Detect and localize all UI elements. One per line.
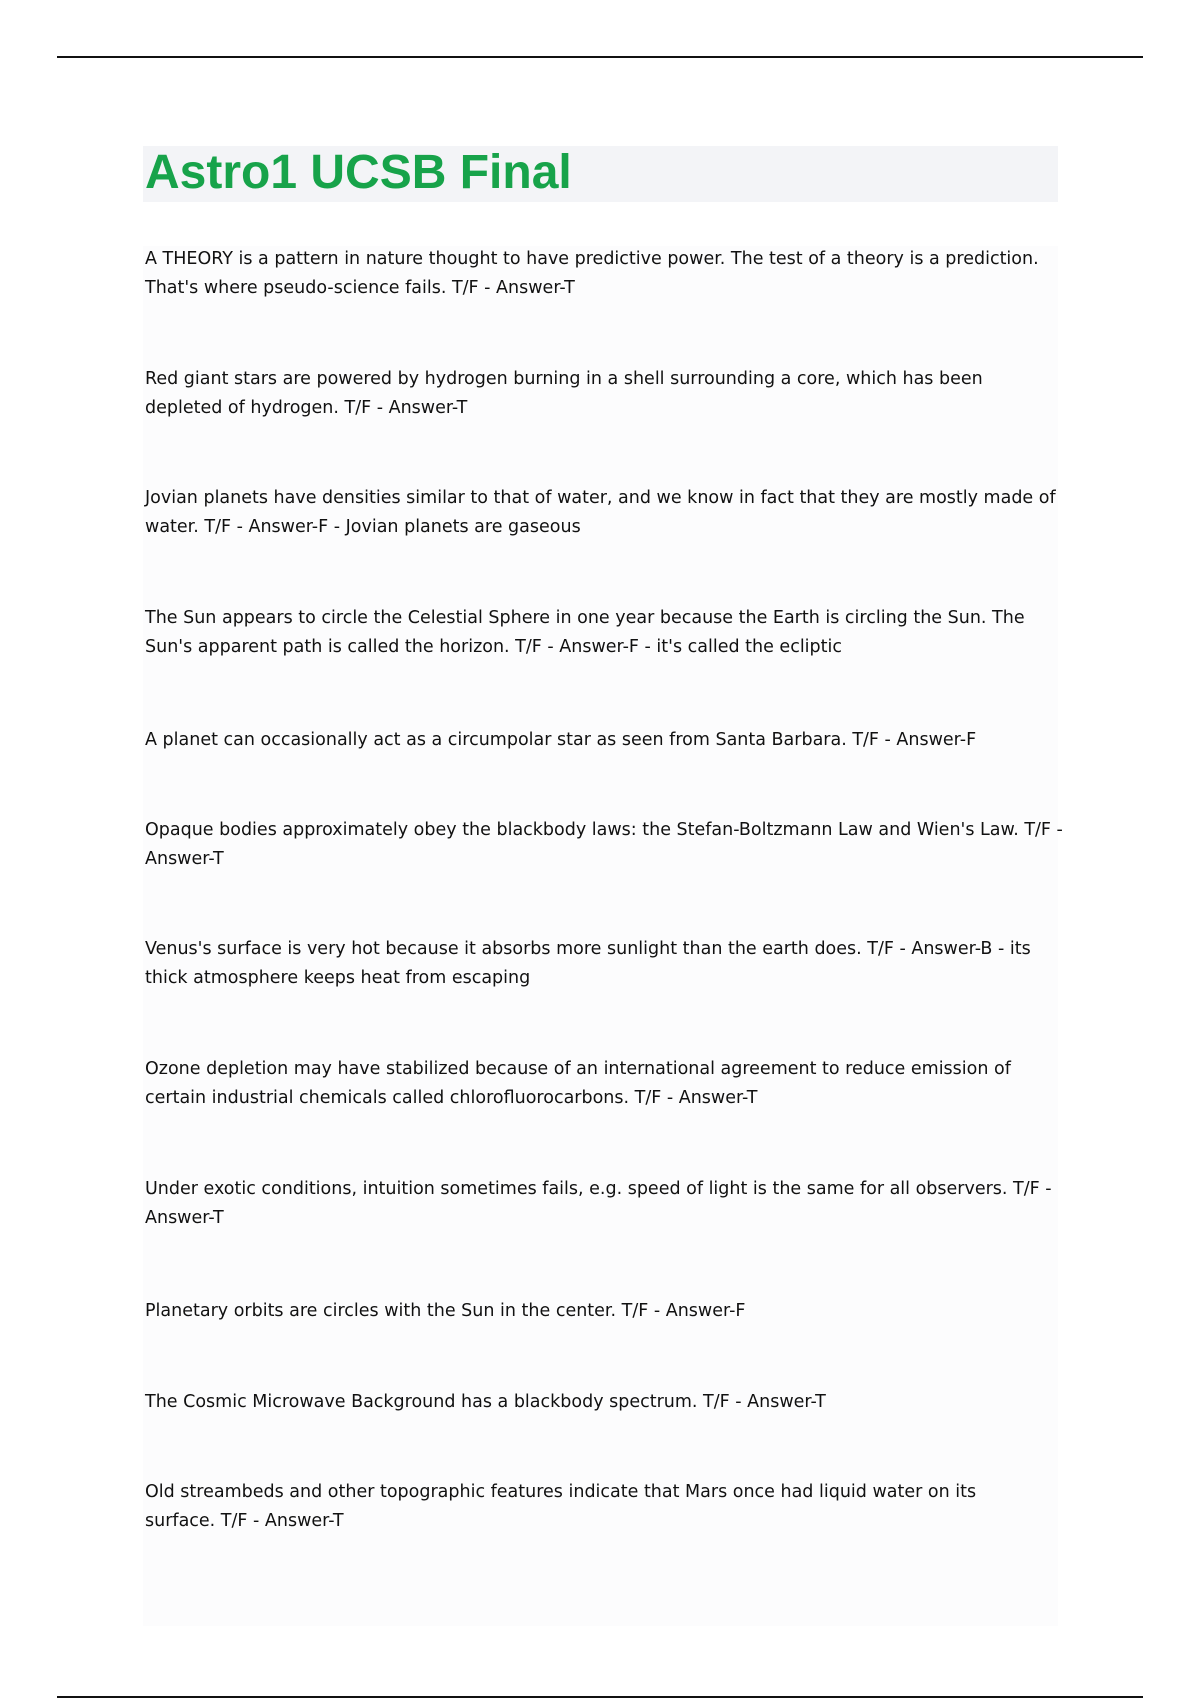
question-item-8: Ozone depletion may have stabilized because of an international agreement to reduce emission of certain industrial chemicals called chlorofluorocarbons. T/F - Answer-T [145, 1059, 1011, 1108]
question-item-5: A planet can occasionally act as a circumpolar star as seen from Santa Barbara. T/F - Answer-F [145, 730, 977, 750]
question-item-10: Planetary orbits are circles with the Sun in the center. T/F - Answer-F [145, 1301, 746, 1321]
question-item-11: The Cosmic Microwave Background has a blackbody spectrum. T/F - Answer-T [145, 1392, 826, 1412]
question-item-6: Opaque bodies approximately obey the blackbody laws: the Stefan-Boltzmann Law and Wien's Law. T/F - Answer-T [145, 820, 1063, 869]
header-rule [57, 56, 1143, 58]
question-item-12: Old streambeds and other topographic features indicate that Mars once had liquid water on its surface. T/F - Answer-T [145, 1482, 977, 1531]
question-item-4: The Sun appears to circle the Celestial Sphere in one year because the Earth is circling the Sun. The Sun's apparent path is called the horizon. T/F - Answer-F - it's called the ecliptic [145, 608, 1025, 657]
question-item-7: Venus's surface is very hot because it absorbs more sunlight than the earth does. T/F - Answer-B - its thick atmosphere keeps heat from escaping [145, 939, 1031, 988]
question-item-9: Under exotic conditions, intuition sometimes fails, e.g. speed of light is the same for all observers. T/F - Answer-T [145, 1179, 1052, 1228]
document-title: Astro1 UCSB Final [145, 146, 572, 199]
question-item-2: Red giant stars are powered by hydrogen burning in a shell surrounding a core, which has been depleted of hydrogen. T/F - Answer-T [145, 369, 983, 418]
question-item-1: A THEORY is a pattern in nature thought to have predictive power. The test of a theory is a prediction. That's where pseudo-science fails. T/F - Answer-T [145, 249, 1039, 298]
question-item-3: Jovian planets have densities similar to that of water, and we know in fact that they are mostly made of water. T/F - Answer-F - Jovian planets are gaseous [145, 488, 1056, 537]
footer-rule [57, 1696, 1143, 1698]
